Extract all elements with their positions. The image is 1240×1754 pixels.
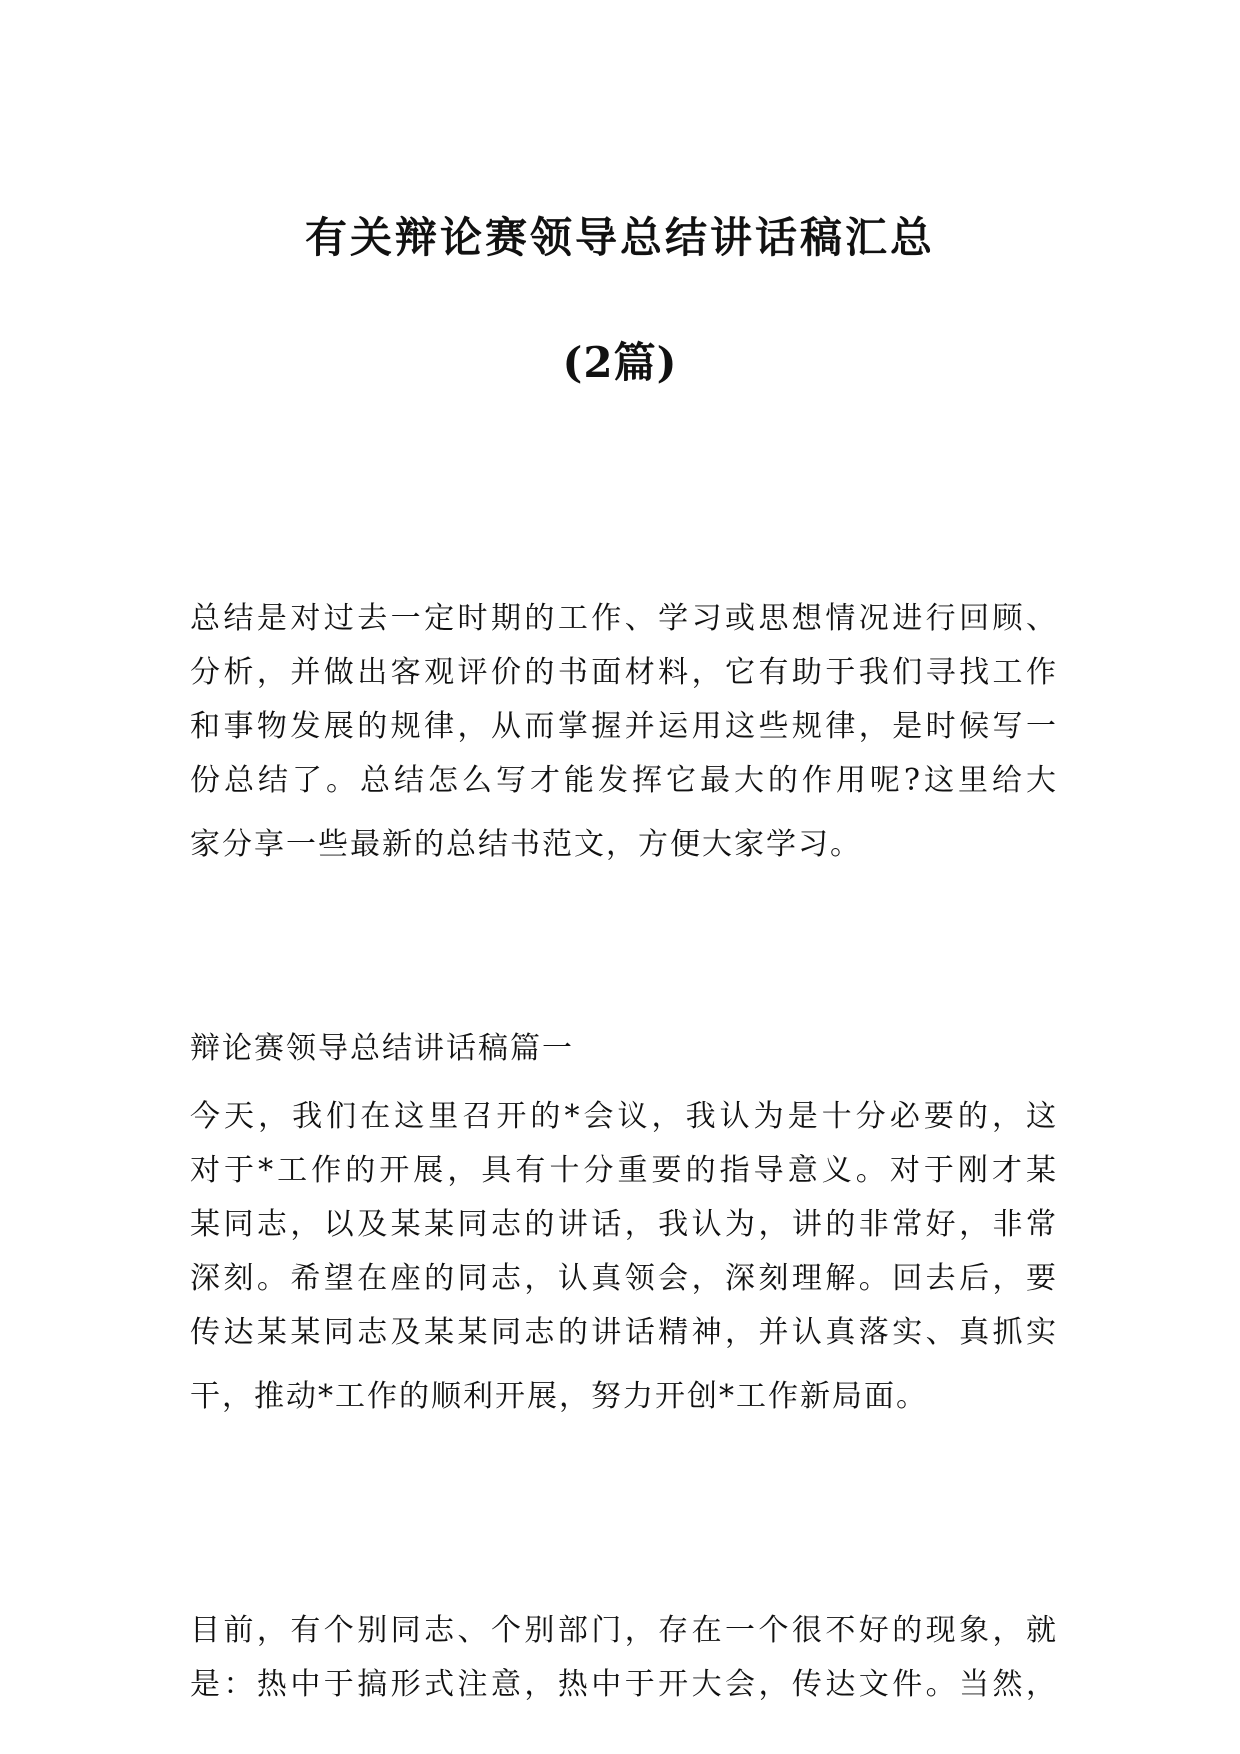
document-title: 有关辩论赛领导总结讲话稿汇总 — [304, 213, 935, 262]
paragraph-line: 是：热中于搞形式注意，热中于开大会，传达文件。当然， — [190, 1667, 1058, 1702]
intro-line: 家分享一些最新的总结书范文，方便大家学习。 — [190, 827, 862, 862]
intro-line: 和事物发展的规律，从而掌握并运用这些规律，是时候写一 — [190, 709, 1058, 744]
paragraph-line: 目前，有个别同志、个别部门，存在一个很不好的现象，就 — [190, 1613, 1058, 1648]
intro-paragraph — [190, 592, 1058, 872]
body-paragraph-1 — [190, 1090, 1058, 1424]
paragraph-line: 深刻。希望在座的同志，认真领会，深刻理解。回去后，要 — [190, 1261, 1058, 1296]
paragraph-line: 今天，我们在这里召开的*会议，我认为是十分必要的，这 — [190, 1099, 1058, 1134]
paragraph-line: 某同志，以及某某同志的讲话，我认为，讲的非常好，非常 — [190, 1207, 1058, 1242]
section-heading: 辩论赛领导总结讲话稿篇一 — [190, 1031, 574, 1066]
paragraph-line: 对于*工作的开展，具有十分重要的指导意义。对于刚才某 — [190, 1153, 1058, 1188]
intro-line: 份总结了。总结怎么写才能发挥它最大的作用呢?这里给大 — [190, 763, 1058, 798]
document-subtitle: (2篇) — [562, 338, 678, 387]
intro-line: 总结是对过去一定时期的工作、学习或思想情况进行回顾、 — [190, 601, 1058, 636]
intro-line: 分析，并做出客观评价的书面材料，它有助于我们寻找工作 — [190, 655, 1058, 690]
body-paragraph-2 — [190, 1604, 1058, 1712]
paragraph-line: 传达某某同志及某某同志的讲话精神，并认真落实、真抓实 — [190, 1315, 1058, 1350]
paragraph-line: 干，推动*工作的顺利开展，努力开创*工作新局面。 — [190, 1379, 928, 1414]
